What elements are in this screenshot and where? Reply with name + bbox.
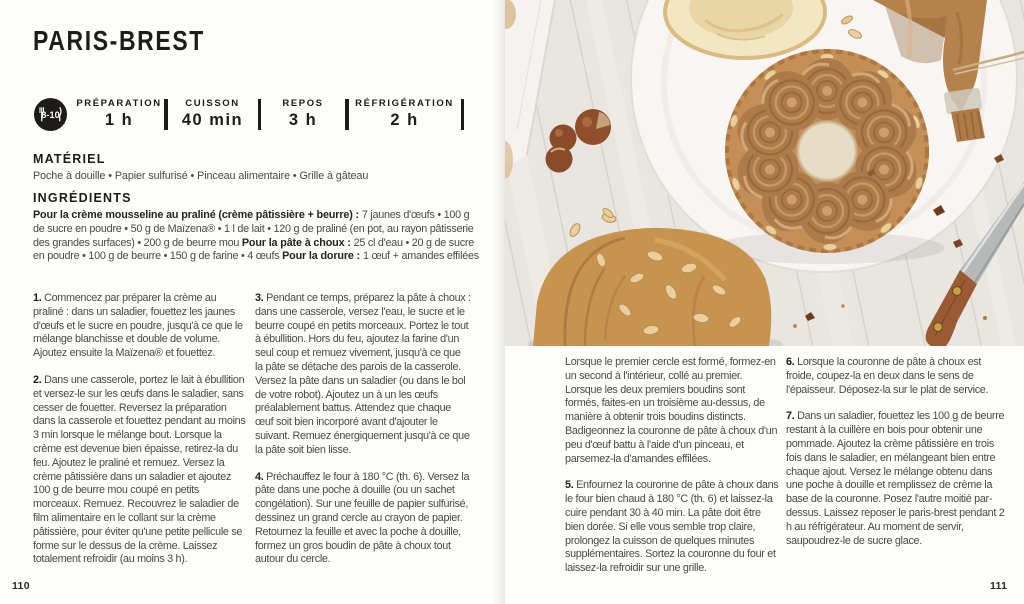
timing-label: REPOS: [282, 98, 324, 109]
ingredient-group-label: Pour la dorure :: [282, 250, 363, 263]
steps-column-3: [565, 356, 779, 589]
timing-value: 3 h: [288, 111, 318, 129]
step-number: 1.: [33, 292, 45, 304]
step-number: 7.: [786, 410, 798, 423]
timing-divider: [461, 99, 465, 130]
step-number: 4.: [255, 470, 267, 483]
timing-repos: [261, 98, 345, 130]
materiel-heading: MATÉRIEL: [33, 152, 106, 166]
ingredient-group-label: Pour la pâte à choux :: [241, 236, 354, 249]
ingredient-group-label: Pour la crème mousseline au praliné (crème pâtissière + beurre) :: [33, 209, 362, 221]
ingredient-list-text: 25 cl d'eau • 20 g de sucre en poudre • 100 g de beurre • 150 g de farine • 4 œufs: [33, 236, 474, 263]
timing-value: 2 h: [390, 111, 419, 129]
ingredient-list-text: 1 œuf + amandes effilées: [362, 250, 479, 263]
page-gutter-shadow: [492, 0, 505, 604]
recipe-step: 1. Commencez par préparer la crème au praliné : dans un saladier, fouettez les jaunes d'œufs et le sucre en poudre, jusqu'à ce que le mélange blanchisse et double de volume. Ajoutez ensuite la Maïzena® et fouettez.: [33, 292, 243, 360]
timing-preparation: [74, 98, 164, 130]
recipe-step: 5. Enfournez la couronne de pâte à choux dans le four bien chaud à 180 °C (th. 6) et laissez-la cuire pendant 30 à 40 min. La pâte doit être bien dorée. Si elle vous semble trop claire, prolongez la cuisson de quelques minutes supplémentaires. Sortez la couronne du four et laissez-la refroidir sur une grille.: [565, 479, 779, 575]
timing-label: RÉFRIGÉRATION: [355, 98, 454, 109]
servings-count: 8-10: [41, 109, 60, 120]
recipe-step: 7. Dans un saladier, fouettez les 100 g de beurre restant à la cuillère en bois pour obtenir une pommade. Ajoutez la crème pâtissière en trois fois dans le saladier, en mélangeant bien entre chaque ajout. Versez le mélange obtenu dans une poche à douille et remplissez de crème la base de la couronne. Posez l'autre moitié par-dessus. Laissez reposer le paris-brest pendant 2 h au réfrigérateur. Au moment de servir, saupoudrez-le de sucre glace.: [786, 410, 1005, 547]
timing-value: 40 min: [181, 111, 244, 129]
timing-label: CUISSON: [185, 98, 240, 109]
handle-rivet: [934, 323, 943, 332]
recipe-step: 3. Pendant ce temps, préparez la pâte à choux : dans une casserole, versez l'eau, le sucre et le beurre coupé en petits morceaux. Portez le tout à ébullition. Hors du feu, ajoutez la farine d'un seul coup et remuez vivement, jusqu'à ce que la pâte se détache des parois de la casserole. Versez la pâte dans un saladier (ou dans le bol de votre robot). Ajoutez un à un les œufs préalablement battus. Attendez que chaque œuf soit bien incorporé avant d'ajouter le suivant. Remuez énergiquement jusqu'à ce que la pâte soit bien lisse.: [255, 292, 471, 456]
page-number-left: 110: [12, 580, 30, 592]
recipe-info-bar: [33, 94, 464, 134]
step-number: 3.: [255, 292, 267, 304]
timing-value: 1 h: [104, 111, 134, 129]
ingredients-heading: INGRÉDIENTS: [33, 191, 132, 205]
ingredients-paragraph: [33, 209, 480, 264]
step-number: 5.: [565, 479, 577, 492]
servings-icon: [33, 97, 68, 132]
recipe-step: Lorsque le premier cercle est formé, formez-en un second à l'intérieur, collé au premier. Lorsque les deux premiers boudins sont formés, faites-en un troisième au-dessus, de manière à obtenir trois boudins distincts. Badigeonnez la couronne de pâte à choux d'un peu d'œuf battu à l'aide d'un pinceau, et parsemez-la d'amandes effilées.: [565, 356, 778, 465]
recipe-step: 2. Dans une casserole, portez le lait à ébullition et versez-le sur les œufs dans le saladier, sans cesser de fouetter. Reversez la préparation dans la casserole et fouettez pendant au moins 3 min lorsque le mélange bout. Lorsque la crème est devenue bien épaisse, retirez-la du feu. Ajoutez le praliné et remuez. Versez la crème pâtissière dans un saladier et ajoutez 100 g de beurre mou coupé en petits morceaux. Remuez. Recouvrez le saladier de film alimentaire en le collant sur la crème pâtissière, pour éviter qu'une petite pellicule se forme sur le dessus de la crème. Laissez totalement refroidir (au moins 3 h).: [33, 373, 246, 566]
step-number: 6.: [786, 356, 798, 368]
paris-brest-photo: [505, 0, 1024, 346]
step-number: 2.: [33, 373, 45, 386]
photo-illustration: [505, 0, 1024, 346]
steps-column-1: [33, 292, 247, 580]
timing-cuisson: [168, 98, 258, 130]
timing-label: PRÉPARATION: [76, 98, 162, 109]
handle-rivet: [953, 287, 962, 296]
ingredient-list-text: 7 jaunes d'œufs • 100 g de sucre en poudre • 50 g de Maïzena® • 1 l de lait • 120 g de praliné (en pot, au rayon pâtisserie des grandes surfaces) • 200 g de beurre mou: [33, 209, 474, 249]
steps-column-4: [786, 356, 1006, 561]
materiel-list: Poche à douille • Papier sulfurisé • Pinceau alimentaire • Grille à gâteau: [33, 170, 369, 182]
page-title: PARIS-BREST: [33, 25, 205, 56]
page-number-right: 111: [990, 580, 1008, 592]
timing-refrigeration: [349, 98, 461, 130]
steps-column-2: [255, 292, 471, 580]
recipe-step: 6. Lorsque la couronne de pâte à choux est froide, coupez-la en deux dans le sens de l'épaisseur. Déposez-la sur le plat de service.: [786, 356, 989, 396]
recipe-step: 4. Préchauffez le four à 180 °C (th. 6). Versez la pâte dans une poche à douille (ou un sachet congélation). Sur une feuille de papier sulfurisé, dessinez un grand cercle au crayon de papier. Retournez la feuille et avec la poche à douille, formez un gros boudin de pâte à choux tout autour du cercle.: [255, 470, 470, 566]
